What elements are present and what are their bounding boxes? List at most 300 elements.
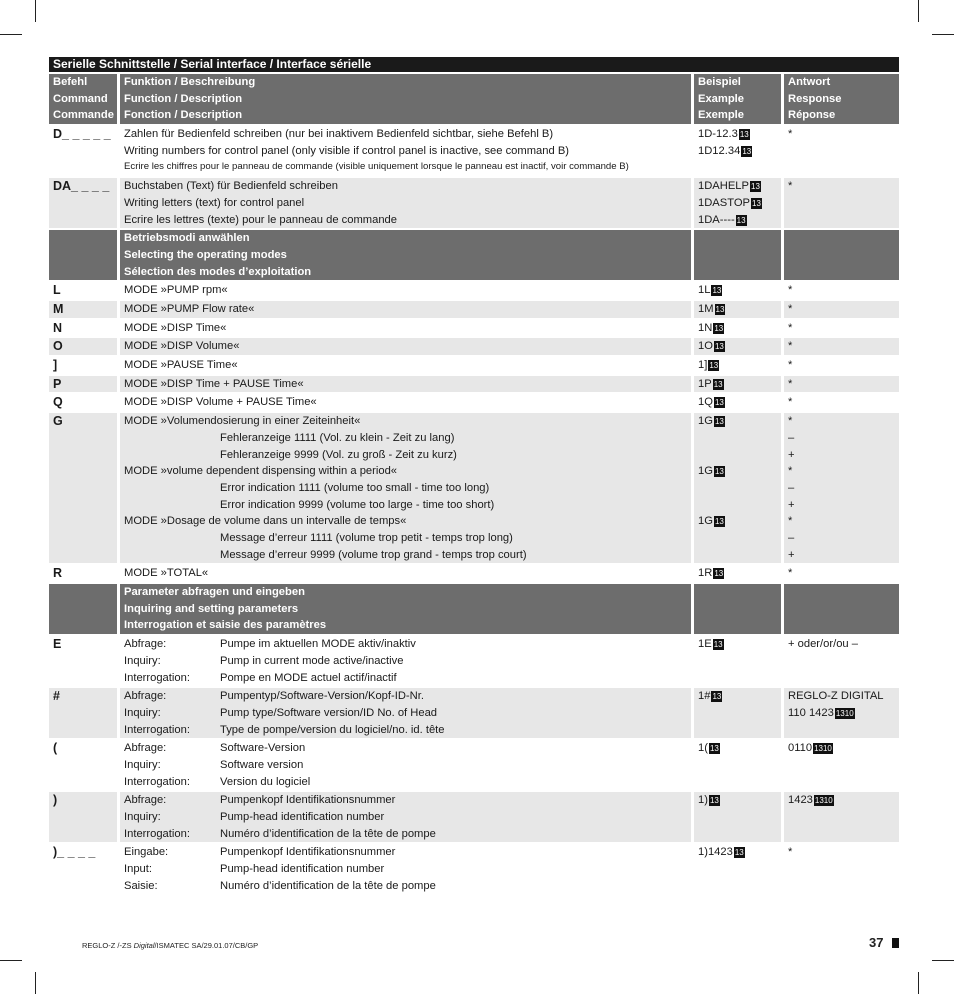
response-value: * xyxy=(788,465,793,478)
table-row xyxy=(49,792,899,844)
description-line: MODE »Dosage de volume dans un intervalle de temps« xyxy=(124,515,407,528)
example-line-text: 1M xyxy=(698,302,714,315)
cr-symbol: 1310 xyxy=(814,796,833,806)
response-cell xyxy=(781,376,899,395)
response-value: * xyxy=(788,340,793,353)
command-code: ] xyxy=(53,358,58,373)
command-cell xyxy=(49,844,117,896)
cr-symbol: 13 xyxy=(714,323,724,333)
table-row xyxy=(49,282,899,301)
example-line-text: 1( xyxy=(698,742,708,755)
command-code: E xyxy=(53,637,62,652)
example-line xyxy=(698,413,781,430)
example-line-text: 1DAHELP xyxy=(698,180,749,193)
description-cell xyxy=(117,282,691,301)
header-response xyxy=(781,74,899,126)
response-value: + xyxy=(788,448,795,461)
parameter-value: Software-Version xyxy=(220,742,306,755)
cr-symbol: 13 xyxy=(709,361,719,371)
table-body xyxy=(49,57,899,896)
response-cell xyxy=(781,636,899,688)
example-cell xyxy=(691,126,781,178)
spacer xyxy=(698,480,781,497)
command-cell xyxy=(49,394,117,413)
example-line-text: 1L xyxy=(698,284,711,297)
description-line: Buchstaben (Text) für Bedienfeld schreiben xyxy=(124,180,338,193)
parameter-value: Pump type/Software version/ID No. of Head xyxy=(220,706,438,719)
description-cell xyxy=(117,792,691,844)
example-line-text: 1G xyxy=(698,415,713,428)
example-line xyxy=(698,178,781,195)
example-line xyxy=(698,376,781,393)
description-line: MODE »DISP Time« xyxy=(124,321,227,334)
command-code: G xyxy=(53,414,63,429)
command-cell xyxy=(49,688,117,740)
command-cell xyxy=(49,636,117,688)
section-title-line: Parameter abfragen und eingeben xyxy=(124,586,305,599)
parameter-line xyxy=(124,688,691,705)
response-cell xyxy=(781,740,899,792)
parameter-value: Pumpentyp/Software-Version/Kopf-ID-Nr. xyxy=(220,690,424,703)
parameter-value: Pump-head identification number xyxy=(220,863,385,876)
parameter-line xyxy=(124,774,691,791)
response-value: * xyxy=(788,359,793,372)
example-line-text: 1G xyxy=(698,515,713,528)
header-example xyxy=(691,74,781,126)
table-row xyxy=(49,413,899,565)
parameter-value: Pump-head identification number xyxy=(220,811,385,823)
header-function xyxy=(117,74,691,126)
example-cell xyxy=(691,740,781,792)
example-line-text: 1# xyxy=(698,690,711,703)
example-cell xyxy=(691,688,781,740)
cr-symbol: 13 xyxy=(709,796,719,806)
parameter-line xyxy=(124,740,691,757)
parameter-line xyxy=(124,653,691,670)
crop-mark xyxy=(932,960,954,961)
description-cell xyxy=(117,338,691,357)
description-cell xyxy=(117,126,691,178)
example-cell xyxy=(691,792,781,844)
header-response-en: Response xyxy=(788,92,842,105)
response-value: * xyxy=(788,321,793,334)
response-value: – xyxy=(788,481,795,494)
section-title xyxy=(117,584,691,636)
cr-symbol: 1310 xyxy=(835,708,854,718)
crop-mark xyxy=(918,0,919,22)
example-line-text: 1G xyxy=(698,465,713,478)
parameter-line xyxy=(124,844,691,861)
description-line: Writing numbers for control panel (only visible if control panel is inactive, see command B) xyxy=(124,144,570,157)
response-cell xyxy=(781,126,899,178)
cr-symbol: 13 xyxy=(712,692,722,702)
table-row xyxy=(49,394,899,413)
description-line: MODE »PAUSE Time« xyxy=(124,359,238,372)
table-row xyxy=(49,565,899,584)
parameter-label: Interrogation: xyxy=(124,827,190,840)
parameter-value: Type de pompe/version du logiciel/no. id. tête xyxy=(220,723,445,736)
cr-symbol: 13 xyxy=(709,744,719,754)
example-line xyxy=(698,844,781,861)
parameter-value: Pumpe im aktuellen MODE aktiv/inaktiv xyxy=(220,638,416,651)
footer-ref-prefix: REGLO-Z /-ZS xyxy=(82,941,134,950)
response-line-text: * xyxy=(788,846,793,859)
section-blank xyxy=(49,230,117,282)
example-line xyxy=(698,338,781,355)
parameter-label: Inquiry: xyxy=(124,758,161,771)
example-line xyxy=(698,320,781,337)
parameter-line xyxy=(124,636,691,653)
cr-symbol: 13 xyxy=(715,304,725,314)
parameter-line xyxy=(124,792,691,809)
header-command-fr: Commande xyxy=(53,109,114,122)
serial-interface-table xyxy=(49,57,899,896)
command-cell xyxy=(49,413,117,565)
table-row xyxy=(49,178,899,230)
example-line-text: 1R xyxy=(698,567,713,580)
command-code: L xyxy=(53,283,61,298)
response-value: * xyxy=(788,180,793,193)
description-cell xyxy=(117,688,691,740)
response-value: * xyxy=(788,567,793,580)
command-code: P xyxy=(53,376,62,391)
response-cell xyxy=(781,792,899,844)
description-cell xyxy=(117,376,691,395)
response-value: + xyxy=(788,498,795,511)
command-code: N xyxy=(53,320,63,335)
footer-reference xyxy=(82,941,258,950)
response-line xyxy=(788,740,899,757)
example-line xyxy=(698,301,781,318)
cr-symbol: 13 xyxy=(714,517,724,527)
crop-mark xyxy=(0,960,22,961)
cr-symbol: 13 xyxy=(714,342,724,352)
header-response-fr: Réponse xyxy=(788,109,836,122)
command-cell xyxy=(49,282,117,301)
parameter-label: Input: xyxy=(124,863,152,876)
parameter-label: Interrogation: xyxy=(124,671,190,684)
command-cell xyxy=(49,740,117,792)
header-example-fr: Exemple xyxy=(698,109,745,122)
parameter-label: Abfrage: xyxy=(124,638,167,651)
cr-symbol: 13 xyxy=(713,640,723,650)
example-cell xyxy=(691,178,781,230)
example-line xyxy=(698,195,781,212)
section-title-line: Sélection des modes d’exploitation xyxy=(124,265,312,278)
response-value: * xyxy=(788,128,793,141)
example-line-text: 1E xyxy=(698,638,712,651)
response-line xyxy=(788,792,899,809)
error-indication-line: Message d’erreur 1111 (volume trop petit - temps trop long) xyxy=(220,531,513,544)
example-line xyxy=(698,463,781,480)
example-line-text: 1] xyxy=(698,359,708,372)
parameter-line xyxy=(124,861,691,878)
parameter-value: Version du logiciel xyxy=(220,775,311,788)
command-code: D_ _ _ _ _ xyxy=(53,127,111,142)
cr-symbol: 13 xyxy=(714,398,724,408)
header-function-de: Funktion / Beschreibung xyxy=(124,76,256,88)
table-row xyxy=(49,338,899,357)
description-cell xyxy=(117,740,691,792)
crop-mark xyxy=(35,972,36,994)
command-code: DA_ _ _ _ xyxy=(53,179,110,194)
example-line-text: 1) xyxy=(698,794,708,807)
spacer xyxy=(698,430,781,447)
response-value: * xyxy=(788,396,793,409)
example-line-text: 1D-12.3 xyxy=(698,128,738,141)
command-code: Q xyxy=(53,395,63,410)
command-cell xyxy=(49,565,117,584)
section-blank xyxy=(781,584,899,636)
response-value: * xyxy=(788,515,793,528)
example-line-text: 1D12.34 xyxy=(698,144,741,157)
section-title-line: Betriebsmodi anwählen xyxy=(124,232,250,245)
error-indication-line: Error indication 1111 (volume too small - time too long) xyxy=(220,481,490,494)
table-row xyxy=(49,688,899,740)
table-title: Serielle Schnittstelle / Serial interface / Interface sérielle xyxy=(49,57,899,74)
command-cell xyxy=(49,320,117,339)
command-code: R xyxy=(53,566,63,581)
description-line: MODE »DISP Time + PAUSE Time« xyxy=(124,377,304,390)
example-cell xyxy=(691,338,781,357)
example-line xyxy=(698,636,781,653)
description-line: MODE »Volumendosierung in einer Zeiteinheit« xyxy=(124,415,361,428)
header-function-fr: Fonction / Description xyxy=(124,109,243,122)
example-line xyxy=(698,357,781,374)
example-cell xyxy=(691,844,781,896)
description-line: MODE »volume dependent dispensing within a period« xyxy=(124,465,398,478)
section-title-line: Interrogation et saisie des paramètres xyxy=(124,619,327,632)
table-row xyxy=(49,301,899,320)
command-cell xyxy=(49,126,117,178)
footer-ref-suffix: /ISMATEC SA/29.01.07/CB/GP xyxy=(154,941,259,950)
response-line xyxy=(788,688,899,705)
description-line: MODE »PUMP rpm« xyxy=(124,284,228,297)
parameter-value: Pompe en MODE actuel actif/inactif xyxy=(220,671,397,684)
table-row xyxy=(49,844,899,896)
parameter-label: Abfrage: xyxy=(124,794,167,807)
parameter-line xyxy=(124,722,691,739)
header-command-de: Befehl xyxy=(53,76,88,88)
header-command-en: Command xyxy=(53,92,108,105)
section-title xyxy=(117,230,691,282)
example-cell xyxy=(691,376,781,395)
example-cell xyxy=(691,282,781,301)
command-cell xyxy=(49,376,117,395)
header-example-en: Example xyxy=(698,92,745,105)
parameter-label: Saisie: xyxy=(124,879,158,892)
description-line: Ecrire les lettres (texte) pour le panneau de commande xyxy=(124,213,397,226)
error-indication-line: Fehleranzeige 1111 (Vol. zu klein - Zeit zu lang) xyxy=(220,431,455,444)
cr-symbol: 13 xyxy=(736,215,746,225)
description-line: Zahlen für Bedienfeld schreiben (nur bei inaktivem Bedienfeld sichtbar, siehe Befehl B) xyxy=(124,128,554,141)
description-cell xyxy=(117,320,691,339)
command-cell xyxy=(49,301,117,320)
table-title-row xyxy=(49,57,899,74)
response-line xyxy=(788,636,899,653)
section-blank xyxy=(49,584,117,636)
description-cell xyxy=(117,357,691,376)
parameter-label: Inquiry: xyxy=(124,811,161,823)
response-cell xyxy=(781,301,899,320)
section-operating-modes xyxy=(49,230,899,282)
response-value: * xyxy=(788,284,793,297)
example-line-text: 1DA---- xyxy=(698,213,735,226)
error-indication-line: Fehleranzeige 9999 (Vol. zu groß - Zeit zu kurz) xyxy=(220,448,457,461)
parameter-line xyxy=(124,878,691,895)
example-cell xyxy=(691,320,781,339)
example-line xyxy=(698,740,781,757)
response-cell xyxy=(781,844,899,896)
table-row xyxy=(49,740,899,792)
example-line-text: 1O xyxy=(698,340,713,353)
example-cell xyxy=(691,565,781,584)
error-indication-line: Message d’erreur 9999 (volume trop grand - temps trop court) xyxy=(220,548,527,561)
response-value: – xyxy=(788,531,795,544)
example-line-text: 1N xyxy=(698,321,713,334)
description-cell xyxy=(117,301,691,320)
response-cell xyxy=(781,178,899,230)
command-cell xyxy=(49,792,117,844)
example-cell xyxy=(691,394,781,413)
table-row xyxy=(49,126,899,178)
parameter-label: Inquiry: xyxy=(124,654,161,667)
description-cell xyxy=(117,844,691,896)
description-line: MODE »TOTAL« xyxy=(124,567,209,580)
command-code: ( xyxy=(53,741,58,756)
parameter-line xyxy=(124,809,691,826)
response-cell xyxy=(781,357,899,376)
example-line xyxy=(698,126,781,143)
description-line: MODE »DISP Volume + PAUSE Time« xyxy=(124,396,317,409)
table-row xyxy=(49,376,899,395)
cr-symbol: 13 xyxy=(751,182,760,192)
parameter-value: Numéro d’identification de la tête de pompe xyxy=(220,827,436,840)
spacer xyxy=(698,447,781,464)
cr-symbol: 13 xyxy=(742,146,752,156)
cr-symbol: 13 xyxy=(714,569,724,579)
spacer xyxy=(698,547,781,564)
header-response-de: Antwort xyxy=(788,76,831,88)
response-cell xyxy=(781,320,899,339)
example-line xyxy=(698,212,781,229)
parameter-line xyxy=(124,670,691,687)
section-blank xyxy=(781,230,899,282)
description-cell xyxy=(117,394,691,413)
example-cell xyxy=(691,301,781,320)
description-line: MODE »PUMP Flow rate« xyxy=(124,302,255,315)
parameter-value: Numéro d’identification de la tête de pompe xyxy=(220,879,436,892)
response-value: * xyxy=(788,415,793,428)
response-cell xyxy=(781,413,899,565)
example-line xyxy=(698,565,781,582)
page-number: 37 xyxy=(869,935,884,950)
parameter-line xyxy=(124,826,691,843)
parameter-value: Pump in current mode active/inactive xyxy=(220,654,404,667)
header-command xyxy=(49,74,117,126)
parameter-value: Pumpenkopf Identifikationsnummer xyxy=(220,794,396,807)
example-line xyxy=(698,394,781,411)
crop-mark xyxy=(932,34,954,35)
response-cell xyxy=(781,394,899,413)
parameter-label: Inquiry: xyxy=(124,706,161,719)
header-example-de: Beispiel xyxy=(698,76,741,88)
command-code: O xyxy=(53,339,63,354)
table-header-row xyxy=(49,74,899,126)
response-cell xyxy=(781,338,899,357)
example-cell xyxy=(691,636,781,688)
response-cell xyxy=(781,565,899,584)
spacer xyxy=(698,530,781,547)
response-cell xyxy=(781,688,899,740)
cr-symbol: 1310 xyxy=(814,744,832,754)
response-line-text: 110 1423 xyxy=(788,706,834,719)
example-line xyxy=(698,513,781,530)
table-row xyxy=(49,357,899,376)
example-cell xyxy=(691,357,781,376)
command-code: ) xyxy=(53,793,58,808)
command-cell xyxy=(49,357,117,376)
error-indication-line: Error indication 9999 (volume too large - time too short) xyxy=(220,498,495,511)
section-parameters xyxy=(49,584,899,636)
section-blank xyxy=(691,584,781,636)
command-code: M xyxy=(53,301,64,316)
cr-symbol: 13 xyxy=(752,198,761,208)
crop-mark xyxy=(0,34,22,35)
example-line xyxy=(698,282,781,299)
header-function-en: Function / Description xyxy=(124,92,243,105)
response-line xyxy=(788,844,899,861)
table-row xyxy=(49,636,899,688)
example-line-text: 1DASTOP xyxy=(698,196,751,209)
example-line-text: 1P xyxy=(698,377,712,390)
parameter-value: Software version xyxy=(220,758,304,771)
section-blank xyxy=(691,230,781,282)
cr-symbol: 13 xyxy=(714,467,724,477)
parameter-label: Abfrage: xyxy=(124,742,167,755)
description-cell xyxy=(117,413,691,565)
example-line-text: 1Q xyxy=(698,396,713,409)
page-marker xyxy=(892,938,899,948)
response-line-text: REGLO-Z DIGITAL xyxy=(788,690,884,703)
response-cell xyxy=(781,282,899,301)
cr-symbol: 13 xyxy=(713,379,723,389)
response-line-text: 1423 xyxy=(788,794,813,807)
parameter-line xyxy=(124,705,691,722)
description-line: MODE »DISP Volume« xyxy=(124,340,240,353)
parameter-label: Abfrage: xyxy=(124,690,167,703)
command-cell xyxy=(49,338,117,357)
parameter-label: Eingabe: xyxy=(124,846,169,859)
command-code: )_ _ _ _ xyxy=(53,845,96,860)
spacer xyxy=(698,497,781,514)
response-line-text: + oder/or/ou – xyxy=(788,638,858,651)
description-cell xyxy=(117,178,691,230)
parameter-label: Interrogation: xyxy=(124,775,190,788)
example-line xyxy=(698,688,781,705)
parameter-line xyxy=(124,757,691,774)
example-line-text: 1)1423 xyxy=(698,846,733,859)
table-row xyxy=(49,320,899,339)
response-line-text: 0110 xyxy=(788,742,813,755)
response-value: + xyxy=(788,548,795,561)
response-value: – xyxy=(788,431,795,444)
description-cell xyxy=(117,565,691,584)
cr-symbol: 13 xyxy=(734,848,744,858)
crop-mark xyxy=(918,972,919,994)
cr-symbol: 13 xyxy=(714,417,724,427)
response-value: * xyxy=(788,377,793,390)
